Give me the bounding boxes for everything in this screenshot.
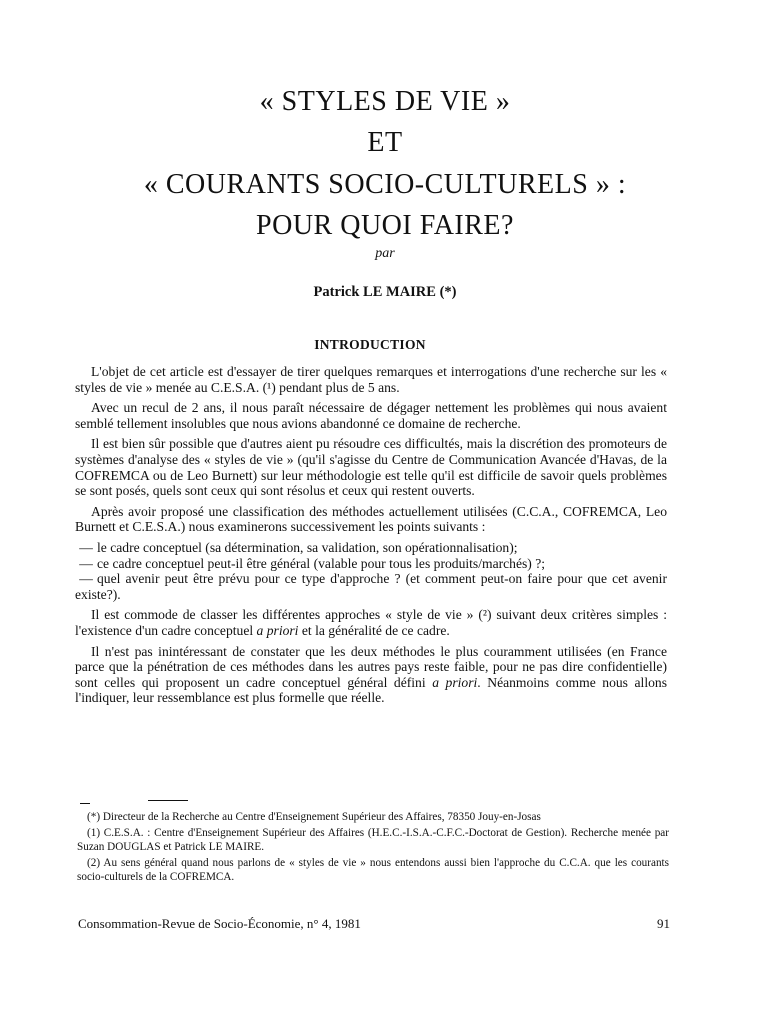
footnote-separator-mark bbox=[80, 803, 90, 804]
paragraph-3: Il est bien sûr possible que d'autres aient pu résoudre ces difficultés, mais la discrétion des promoteurs de systèmes d'analyse des « styles de vie » (qu'il s'agisse du Centre de Communication Avancée d'Havas, de la COFREMCA ou de Leo Burnett) sur leur méthodologie est telle qu'il est difficile de savoir quels problèmes se sont posés, quels sont ceux qui sont résolus et ceux qui restent ouverts. bbox=[75, 436, 667, 499]
points-list bbox=[75, 540, 667, 602]
author-name: Patrick LE MAIRE (*) bbox=[313, 284, 457, 300]
title-line-2: ET bbox=[367, 127, 403, 158]
paragraph-5: Il est commode de classer les différentes approches « style de vie » (²) suivant deux critères simples : l'existence d'un cadre conceptuel a priori et la généralité de ce cadre. bbox=[75, 607, 667, 638]
title-line-3: « COURANTS SOCIO-CULTURELS » : bbox=[143, 169, 627, 200]
footnote-author: (*) Directeur de la Recherche au Centre d'Enseignement Supérieur des Affaires, 78350 Jouy-en-Josas bbox=[87, 811, 541, 823]
list-item: — ce cadre conceptuel peut-il être général (valable pour tous les produits/marchés) ?; bbox=[79, 555, 546, 571]
footnote-separator bbox=[148, 800, 188, 801]
list-item: — quel avenir peut être prévu pour ce type d'approche ? (et comment peut-on faire pour que cet avenir existe?). bbox=[75, 571, 667, 602]
journal-citation: Consommation-Revue de Socio-Économie, n° 4, 1981 bbox=[78, 916, 361, 931]
footnotes bbox=[77, 811, 669, 887]
footnote-1: (1) C.E.S.A. : Centre d'Enseignement Supérieur des Affaires (H.E.C.-I.S.A.-C.F.C.-Doctorat de Gestion). Recherche menée par Suzan DOUGLAS et Patrick LE MAIRE. bbox=[77, 827, 669, 853]
footnote-2: (2) Au sens général quand nous parlons de « styles de vie » nous entendons aussi bien l'approche du C.C.A. que les courants socio-culturels de la COFREMCA. bbox=[77, 857, 669, 883]
title-line-4: POUR QUOI FAIRE? bbox=[256, 210, 514, 241]
by-line: par bbox=[375, 246, 395, 261]
paragraph-2: Avec un recul de 2 ans, il nous paraît nécessaire de dégager nettement les problèmes qui nous avaient semblé tellement insolubles que nous avions abandonné ce domaine de recherche. bbox=[75, 400, 667, 431]
paragraph-1: L'objet de cet article est d'essayer de tirer quelques remarques et interrogations d'une recherche sur les « styles de vie » menée au C.E.S.A. (¹) pendant plus de 5 ans. bbox=[75, 364, 667, 395]
paragraph-6: Il n'est pas inintéressant de constater que les deux méthodes le plus couramment utilisées (en France parce que la pénétration de ces méthodes dans les autres pays reste faible, pour ne pas dire confidentielle) sont celles qui proposent un cadre conceptuel général défini a priori. Néanmoins comme nous allons l'indiquer, leur ressemblance est plus formelle que réelle. bbox=[75, 643, 667, 706]
section-heading: INTRODUCTION bbox=[314, 337, 426, 352]
paragraph-4: Après avoir proposé une classification des méthodes actuellement utilisées (C.C.A., COFREMCA, Leo Burnett et C.E.S.A.) nous examinerons successivement les points suivants : bbox=[75, 503, 667, 535]
article-body bbox=[75, 364, 667, 711]
page-number: 91 bbox=[657, 916, 670, 931]
title-line-1: « STYLES DE VIE » bbox=[259, 86, 511, 117]
list-item: — le cadre conceptuel (sa détermination, sa validation, son opérationnalisation); bbox=[79, 539, 518, 555]
